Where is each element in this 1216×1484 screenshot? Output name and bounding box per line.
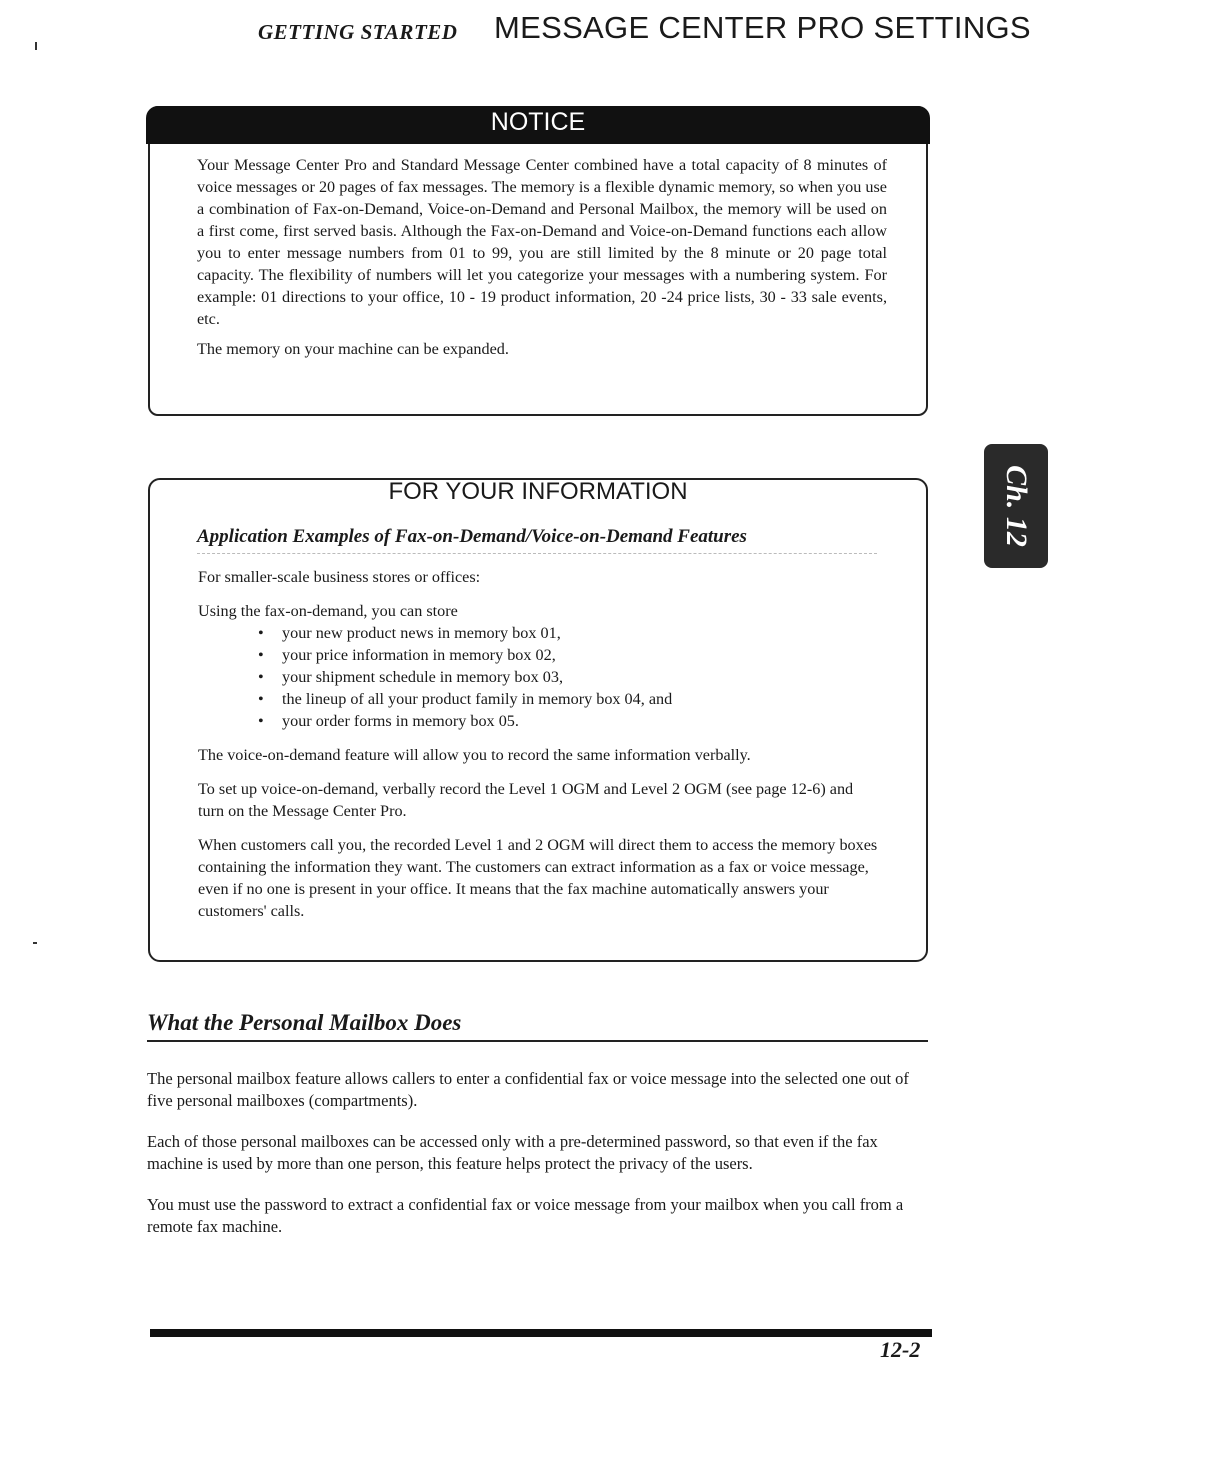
fyi-title: FOR YOUR INFORMATION — [388, 478, 688, 505]
list-item: • your new product news in memory box 01, — [258, 622, 880, 644]
chapter-tab-label: Ch. 12 — [1000, 465, 1034, 547]
margin-mark — [35, 42, 37, 50]
fyi-bullet-list — [198, 622, 880, 732]
notice-paragraph: Your Message Center Pro and Standard Message Center combined have a total capacity of 8 minutes of voice messages or 20 pages of fax messages. The memory is a flexible dynamic memory, so when you use a combination of Fax-on-Demand, Voice-on-Demand and Personal Mailbox, the memory will be used on a first come, first served basis. Although the Fax-on-Demand and Voice-on-Demand functions each allow you to enter message numbers from 01 to 99, you are still limited by the 8 minute or 20 page total capacity. The flexibility of numbers will let you categorize your messages with a numbering system. For example: 01 directions to your office, 10 - 19 product information, 20 -24 price lists, 30 - 33 sale events, etc. — [197, 156, 887, 328]
notice-body — [197, 154, 887, 368]
section-heading: What the Personal Mailbox Does — [147, 1010, 462, 1035]
fyi-body — [198, 566, 880, 934]
fyi-subtitle-rule — [197, 553, 877, 554]
margin-mark — [33, 942, 37, 944]
list-item: • the lineup of all your product family in memory box 04, and — [258, 688, 880, 710]
list-item: • your shipment schedule in memory box 03, — [258, 666, 880, 688]
page-title: MESSAGE CENTER PRO SETTINGS — [494, 10, 1031, 45]
fyi-subtitle: Application Examples of Fax-on-Demand/Voice-on-Demand Features — [197, 526, 747, 547]
section-paragraph: You must use the password to extract a confidential fax or voice message from your mailbox when you call from a remote fax machine. — [147, 1195, 904, 1236]
section-paragraph: The personal mailbox feature allows callers to enter a confidential fax or voice message into the selected one out of five personal mailboxes (compartments). — [147, 1069, 909, 1110]
section-paragraph: Each of those personal mailboxes can be accessed only with a pre-determined password, so that even if the fax machine is used by more than one person, this feature helps protect the privacy of the users. — [147, 1132, 878, 1173]
notice-paragraph: The memory on your machine can be expanded. — [197, 340, 509, 358]
list-item: • your price information in memory box 02, — [258, 644, 880, 666]
section-label: GETTING STARTED — [258, 20, 458, 44]
fyi-paragraph: The voice-on-demand feature will allow you to record the same information verbally. — [198, 746, 751, 764]
chapter-tab — [984, 444, 1048, 568]
section-body — [147, 1068, 930, 1257]
notice-title: NOTICE — [490, 108, 586, 136]
section-rule — [147, 1040, 928, 1042]
fyi-lead: Using the fax-on-demand, you can store — [198, 602, 458, 620]
list-item: • your order forms in memory box 05. — [258, 710, 880, 732]
fyi-paragraph: When customers call you, the recorded Level 1 and 2 OGM will direct them to access the memory boxes containing the information they want. The customers can extract information as a fax or voice message, even if no one is present in your office. It means that the fax machine automatically answers your customers' calls. — [198, 836, 878, 920]
fyi-paragraph: To set up voice-on-demand, verbally record the Level 1 OGM and Level 2 OGM (see page 12-6) and turn on the Message Center Pro. — [198, 780, 854, 820]
footer-rule — [150, 1329, 932, 1337]
page-number: 12-2 — [880, 1337, 921, 1362]
fyi-intro: For smaller-scale business stores or offices: — [198, 568, 481, 586]
